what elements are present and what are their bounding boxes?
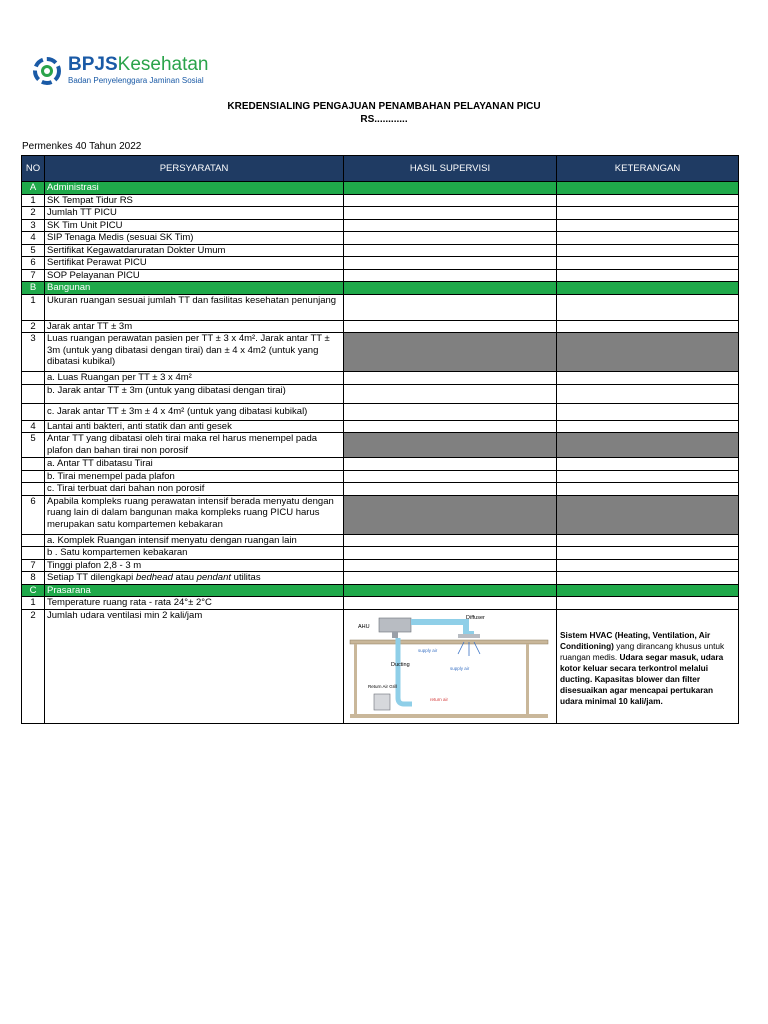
- keterangan-cell[interactable]: [557, 372, 739, 385]
- row-requirement: Jarak antar TT ± 3m: [45, 320, 344, 333]
- hasil-cell[interactable]: [344, 470, 557, 483]
- row-subrequirement: c. Tirai terbuat dari bahan non porosif: [45, 483, 344, 496]
- hasil-cell[interactable]: [344, 219, 557, 232]
- diagram-return-air-label: return air: [430, 696, 449, 702]
- diagram-ducting-label: Ducting: [391, 661, 410, 668]
- hasil-cell-disabled: [344, 433, 557, 458]
- table-row: [22, 420, 739, 433]
- row-requirement: Ukuran ruangan sesuai jumlah TT dan fasilitas kesehatan penunjang: [45, 294, 344, 320]
- row-no: 2: [22, 609, 45, 724]
- hasil-cell[interactable]: [344, 194, 557, 207]
- row-requirement: SK Tempat Tidur RS: [45, 194, 344, 207]
- keterangan-cell[interactable]: [557, 194, 739, 207]
- table-row: [22, 194, 739, 207]
- row-requirement: Tinggi plafon 2,8 - 3 m: [45, 559, 344, 572]
- row-no: 2: [22, 320, 45, 333]
- section-label: Bangunan: [45, 282, 344, 295]
- table-row: [22, 534, 739, 547]
- document-title: KREDENSIALING PENGAJUAN PENAMBAHAN PELAYANAN PICU: [227, 101, 541, 112]
- section-bangunan: [22, 282, 739, 295]
- credentialing-table: [21, 155, 739, 724]
- keterangan-cell[interactable]: [557, 232, 739, 245]
- row-no: 8: [22, 572, 45, 585]
- hvac-diagram: [344, 610, 553, 720]
- hasil-cell[interactable]: [344, 597, 557, 610]
- table-row: [22, 207, 739, 220]
- hasil-cell[interactable]: [344, 232, 557, 245]
- row-requirement: Luas ruangan perawatan pasien per TT ± 3 x 4m². Jarak antar TT ± 3m (untuk yang dibatasi dengan tirai) dan ± 4 x 4m2 (untuk yang dibatasi kubikal): [45, 333, 344, 372]
- row-no: 6: [22, 257, 45, 270]
- logo-brand-bpjs: BPJS: [68, 54, 118, 75]
- hasil-cell[interactable]: [344, 294, 557, 320]
- keterangan-cell[interactable]: [557, 294, 739, 320]
- row-no: 2: [22, 207, 45, 220]
- row-subrequirement: b . Satu kompartemen kebakaran: [45, 547, 344, 560]
- row-no: 4: [22, 420, 45, 433]
- keterangan-cell[interactable]: [557, 483, 739, 496]
- keterangan-cell[interactable]: [557, 420, 739, 433]
- row-subrequirement: a. Luas Ruangan per TT ± 3 x 4m²: [45, 372, 344, 385]
- keterangan-cell-disabled: [557, 433, 739, 458]
- hasil-cell[interactable]: [344, 572, 557, 585]
- hasil-cell[interactable]: [344, 420, 557, 433]
- row-requirement: SK Tim Unit PICU: [45, 219, 344, 232]
- keterangan-cell[interactable]: [557, 470, 739, 483]
- hasil-cell[interactable]: [344, 547, 557, 560]
- row-requirement: Setiap TT dilengkapi bedhead atau pendant utilitas: [45, 572, 344, 585]
- row-no: 7: [22, 559, 45, 572]
- table-row: [22, 547, 739, 560]
- diagram-return-grill-label: Return Air Grill: [368, 683, 398, 689]
- hvac-text: yang dirancang khusus untuk ruangan medis.: [560, 640, 725, 662]
- row-no: 6: [22, 495, 45, 534]
- keterangan-cell[interactable]: [557, 559, 739, 572]
- row-no: 4: [22, 232, 45, 245]
- row-requirement: Antar TT yang dibatasi oleh tirai maka rel harus menempel pada plafon dan bahan tirai non porosif: [45, 433, 344, 458]
- keterangan-cell[interactable]: [557, 219, 739, 232]
- table-row: [22, 433, 739, 458]
- hasil-cell[interactable]: [344, 244, 557, 257]
- logo-subtitle: Badan Penyelenggara Jaminan Sosial: [68, 76, 204, 85]
- row-no: 5: [22, 244, 45, 257]
- hasil-cell[interactable]: [344, 384, 557, 403]
- bpjs-logo-icon: [30, 54, 64, 88]
- regulation-reference: Permenkes 40 Tahun 2022: [22, 141, 142, 152]
- document-subtitle: RS............: [360, 114, 408, 125]
- table-row: [22, 269, 739, 282]
- logo-brand-kesehatan: Kesehatan: [117, 54, 209, 75]
- keterangan-cell[interactable]: [557, 269, 739, 282]
- hasil-cell[interactable]: [344, 257, 557, 270]
- hasil-cell-disabled: [344, 333, 557, 372]
- table-row: [22, 559, 739, 572]
- table-row: [22, 244, 739, 257]
- table-row: [22, 320, 739, 333]
- keterangan-cell[interactable]: [557, 403, 739, 420]
- row-subrequirement: a. Antar TT dibatasu Tirai: [45, 458, 344, 471]
- table-row: [22, 257, 739, 270]
- header-no: NO: [22, 156, 45, 182]
- hasil-cell[interactable]: [344, 207, 557, 220]
- hasil-cell[interactable]: [344, 559, 557, 572]
- row-no: 3: [22, 219, 45, 232]
- hasil-cell[interactable]: [344, 320, 557, 333]
- section-label: Prasarana: [45, 584, 344, 597]
- table-row: [22, 232, 739, 245]
- table-row: [22, 572, 739, 585]
- keterangan-cell-disabled: [557, 333, 739, 372]
- section-letter: B: [22, 282, 45, 295]
- table-row: [22, 458, 739, 471]
- section-prasarana: [22, 584, 739, 597]
- hasil-cell[interactable]: [344, 534, 557, 547]
- section-administrasi: [22, 182, 739, 195]
- header-persyaratan: PERSYARATAN: [45, 156, 344, 182]
- header-hasil-supervisi: HASIL SUPERVISI: [344, 156, 557, 182]
- header-keterangan: KETERANGAN: [557, 156, 739, 182]
- row-requirement: Temperature ruang rata - rata 24°± 2°C: [45, 597, 344, 610]
- bpjs-logo: [30, 52, 210, 92]
- diagram-ahu-label: AHU: [358, 623, 370, 630]
- row-no: 5: [22, 433, 45, 458]
- table-row: [22, 495, 739, 534]
- table-row: [22, 333, 739, 372]
- row-no: 3: [22, 333, 45, 372]
- keterangan-cell[interactable]: [557, 458, 739, 471]
- keterangan-cell[interactable]: [557, 257, 739, 270]
- table-row: [22, 470, 739, 483]
- hvac-text-bold: Sistem HVAC (Heating, Ventilation, Air Conditioning): [560, 629, 711, 651]
- table-row: [22, 609, 739, 724]
- table-header-row: [22, 156, 739, 182]
- row-requirement: Apabila kompleks ruang perawatan intensif berada menyatu dengan ruang lain di dalam bangunan maka kompleks ruang PICU harus merupakan satu kompartemen kebakaran: [45, 495, 344, 534]
- row-no: 1: [22, 194, 45, 207]
- keterangan-cell[interactable]: [557, 547, 739, 560]
- hasil-cell-disabled: [344, 495, 557, 534]
- table-row: [22, 597, 739, 610]
- hasil-cell[interactable]: [344, 269, 557, 282]
- section-label: Administrasi: [45, 182, 344, 195]
- row-subrequirement: b. Jarak antar TT ± 3m (untuk yang dibatasi dengan tirai): [45, 384, 344, 403]
- keterangan-cell[interactable]: [557, 384, 739, 403]
- hvac-diagram-cell: [344, 609, 557, 724]
- hasil-cell[interactable]: [344, 483, 557, 496]
- row-requirement: Jumlah udara ventilasi min 2 kali/jam: [45, 609, 344, 724]
- keterangan-cell[interactable]: [557, 244, 739, 257]
- diagram-diffuser-label: Diffuser: [466, 614, 485, 621]
- table-row: [22, 483, 739, 496]
- table-row: [22, 384, 739, 403]
- table-row: [22, 403, 739, 420]
- section-letter: C: [22, 584, 45, 597]
- table-row: [22, 219, 739, 232]
- row-requirement: Sertifikat Kegawatdaruratan Dokter Umum: [45, 244, 344, 257]
- row-requirement: Jumlah TT PICU: [45, 207, 344, 220]
- keterangan-cell-disabled: [557, 495, 739, 534]
- row-subrequirement: a. Komplek Ruangan intensif menyatu dengan ruangan lain: [45, 534, 344, 547]
- row-requirement: Lantai anti bakteri, anti statik dan anti gesek: [45, 420, 344, 433]
- hasil-cell[interactable]: [344, 372, 557, 385]
- row-no: 1: [22, 597, 45, 610]
- keterangan-cell[interactable]: [557, 207, 739, 220]
- keterangan-cell[interactable]: [557, 320, 739, 333]
- hvac-description-cell: [557, 609, 739, 724]
- keterangan-cell[interactable]: [557, 572, 739, 585]
- hasil-cell[interactable]: [344, 403, 557, 420]
- row-requirement: SIP Tenaga Medis (sesuai SK Tim): [45, 232, 344, 245]
- diagram-supply-air-label: supply air: [418, 647, 438, 653]
- keterangan-cell[interactable]: [557, 534, 739, 547]
- section-letter: A: [22, 182, 45, 195]
- keterangan-cell[interactable]: [557, 597, 739, 610]
- row-requirement: SOP Pelayanan PICU: [45, 269, 344, 282]
- row-no: 7: [22, 269, 45, 282]
- row-no: 1: [22, 294, 45, 320]
- row-subrequirement: b. Tirai menempel pada plafon: [45, 470, 344, 483]
- row-requirement: Sertifikat Perawat PICU: [45, 257, 344, 270]
- table-row: [22, 372, 739, 385]
- table-row: [22, 294, 739, 320]
- hvac-text-bold-2: Udara segar masuk, udara kotor keluar secara terkontrol melalui ducting. Kapasitas blower dan filter disesuaikan agar mencapai pertukaran udara minimal 10 kali/jam.: [560, 651, 724, 706]
- row-subrequirement: c. Jarak antar TT ± 3m ± 4 x 4m² (untuk yang dibatasi kubikal): [45, 403, 344, 420]
- diagram-supply-air-label-2: supply air: [450, 665, 470, 671]
- hasil-cell[interactable]: [344, 458, 557, 471]
